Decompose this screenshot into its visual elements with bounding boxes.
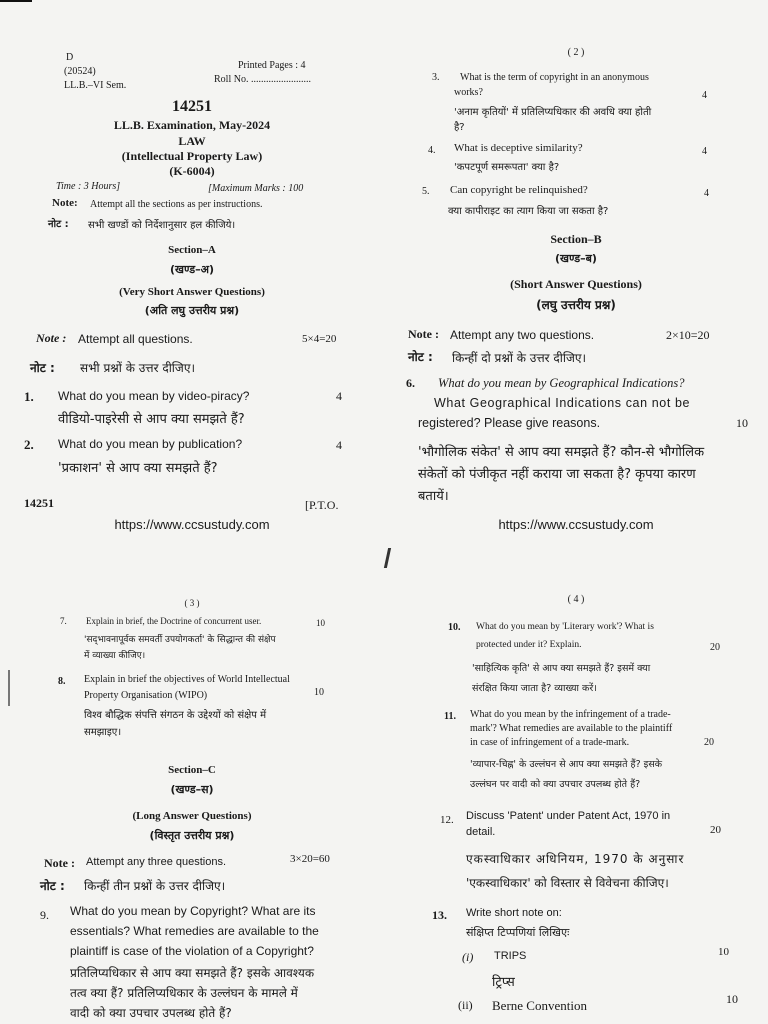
question-number: 2. [24,437,34,452]
question-10-text-hindi: संरक्षित किया जाता है? व्याख्या करें। [472,683,597,694]
question-number: 9. [40,908,49,922]
question-4-text: What is deceptive similarity? [454,142,583,154]
subject: LAW [178,134,206,148]
question-4-marks: 4 [702,146,707,157]
paper-code: (K-6004) [169,164,215,178]
question-1-text-hindi: वीडियो-पाइरेसी से आप क्या समझते हैं? [58,412,245,427]
question-3-text-hindi: 'अनाम कृतियों' में प्रतिलिप्यधिकार की अवधि क्या होती [454,107,652,118]
question-1-text: What do you mean by video-piracy? [58,389,250,403]
section-b-type: (Short Answer Questions) [510,277,642,291]
series-code: D [66,52,74,63]
question-6-text: registered? Please give reasons. [418,416,601,430]
question-2-text: What do you mean by publication? [58,437,243,451]
question-12-text-hindi: 'एकस्वाधिकार' को विस्तार से विवेचना कीजिए। [466,876,669,890]
note-label-hindi: नोट : [48,219,69,230]
section-a-note-label-hindi: नोट : [30,361,55,375]
question-number: 8. [58,676,66,687]
question-12-text: detail. [466,826,496,838]
sub-question-trips: TRIPS [494,950,527,962]
question-11-marks: 20 [704,737,714,748]
sub-question-berne-marks: 10 [726,992,738,1006]
scan-mark [384,548,391,568]
section-b-instruction-hindi: किन्हीं दो प्रश्नों के उत्तर दीजिए। [452,351,587,365]
question-10-text-hindi: 'साहित्यिक कृति' से आप क्या समझते हैं? इसमें क्या [472,663,651,674]
exam-page-3 [0,580,384,1024]
section-b-type-hindi: (लघु उत्तरीय प्रश्न) [536,298,616,312]
page-number: ( 2 ) [567,47,585,58]
page-number: ( 4 ) [567,594,585,605]
question-number: 12. [440,814,454,826]
question-number: 11. [444,711,456,722]
question-7-text-hindi: में व्याख्या कीजिए। [84,651,146,661]
section-b-note-label-hindi: नोट : [408,350,433,364]
question-6-marks: 10 [736,416,748,430]
question-2-text-hindi: 'प्रकाशन' से आप क्या समझते हैं? [58,461,218,476]
sub-question-berne: Berne Convention [492,998,587,1013]
section-c-note-label: Note : [44,856,75,870]
question-9-text-hindi: तत्व क्या हैं? प्रतिलिप्यधिकार के उल्लंघन के मामले में [70,986,298,1000]
section-c-type: (Long Answer Questions) [132,810,252,822]
question-10-text: protected under it? Explain. [476,640,582,650]
question-9-text: What do you mean by Copyright? What are its [70,904,316,918]
sub-question-number: (ii) [458,998,473,1012]
question-5-text: Can copyright be relinquished? [450,184,588,196]
question-11-text: in case of infringement of a trade-mark. [470,737,630,748]
section-c-instruction-hindi: किन्हीं तीन प्रश्नों के उत्तर दीजिए। [84,879,226,893]
general-instruction: Attempt all the sections as per instructions. [90,199,263,210]
section-c-title: Section–C [168,764,216,776]
time-allowed: Time : 3 Hours] [56,181,121,192]
question-10-text: What do you mean by 'Literary work'? What is [476,622,654,632]
question-8-marks: 10 [314,687,324,698]
paper-title: (Intellectual Property Law) [121,149,263,163]
note-label: Note: [52,197,78,209]
question-number: 7. [60,616,67,626]
question-8-text-hindi: विश्व बौद्धिक संपत्ति संगठन के उद्देश्यों को संक्षेप में [84,710,267,721]
question-8-text: Explain in brief the objectives of World Intellectual [84,674,290,685]
question-2-marks: 4 [336,438,342,452]
exam-code: (20524) [64,66,96,77]
question-9-text: plaintiff is case of the violation of a Copyright? [70,944,314,958]
question-12-marks: 20 [710,824,721,836]
question-number: 4. [428,145,436,156]
question-1-marks: 4 [336,389,342,403]
max-marks: [Maximum Marks : 100 [208,183,304,194]
sub-question-trips-marks: 10 [718,946,729,958]
question-7-marks: 10 [316,618,325,628]
question-6-text-hindi: संकेतों को पंजीकृत नहीं कराया जा सकता है? कृपया कारण [418,467,696,482]
exam-page-1 [0,0,384,540]
semester: LL.B.–VI Sem. [64,80,127,91]
question-11-text-hindi: 'व्यापार-चिह्न' के उल्लंघन से आप क्या समझते हैं? इसके [470,759,663,770]
question-3-text-hindi: है? [454,122,465,133]
section-a-instruction: Attempt all questions. [78,332,193,346]
question-6-text: What Geographical Indications can not be [434,396,691,410]
section-a-instruction-hindi: सभी प्रश्नों के उत्तर दीजिए। [80,361,196,375]
question-6-text: What do you mean by Geographical Indications? [438,376,685,390]
question-6-text-hindi: 'भौगोलिक संकेत' से आप क्या समझते हैं? कौन-से भौगोलिक [418,445,705,460]
section-c-marks: 3×20=60 [290,853,330,865]
section-c-type-hindi: (विस्तृत उत्तरीय प्रश्न) [149,829,235,842]
question-number: 13. [432,908,447,922]
general-instruction-hindi: सभी खण्डों को निर्देशानुसार हल कीजिये। [88,220,236,231]
section-a-title-hindi: (खण्ड–अ) [169,263,215,276]
section-c-note-label-hindi: नोट : [40,879,65,893]
question-13-text-hindi: संक्षिप्त टिप्पणियां लिखिएः [466,926,570,939]
question-9-text-hindi: प्रतिलिप्यधिकार से आप क्या समझते हैं? इसके आवश्यक [70,966,315,980]
section-c-instruction: Attempt any three questions. [86,856,227,868]
question-3-marks: 4 [702,90,707,101]
section-b-marks: 2×10=20 [666,328,710,342]
question-number: 10. [448,622,461,633]
question-11-text: mark'? What remedies are available to the plaintiff [470,723,673,734]
question-8-text: Property Organisation (WIPO) [84,690,208,701]
section-a-marks: 5×4=20 [302,333,337,345]
question-8-text-hindi: समझाइए। [84,727,122,738]
section-b-title-hindi: (खण्ड–ब) [555,252,597,265]
question-7-text: Explain in brief, the Doctrine of concurrent user. [86,616,262,626]
question-6-text-hindi: बतायें। [418,489,449,504]
question-number: 5. [422,186,430,197]
question-number: 6. [406,376,415,390]
question-12-text: Discuss 'Patent' under Patent Act, 1970 in [466,810,671,822]
question-5-text-hindi: क्या कापीराइट का त्याग किया जा सकता है? [448,206,609,217]
question-11-text-hindi: उल्लंघन पर वादी को क्या उपचार उपलब्ध होते हैं? [470,779,641,790]
question-3-text: works? [454,87,483,98]
question-9-text: essentials? What remedies are available to the [70,924,319,938]
section-a-type-hindi: (अति लघु उत्तरीय प्रश्न) [144,304,240,317]
watermark-url: https://www.ccsustudy.com [114,517,270,532]
question-number: 3. [432,72,440,83]
sub-question-trips-hindi: ट्रिप्स [492,975,515,990]
section-b-title: Section–B [550,232,602,246]
question-7-text-hindi: 'सद्‌भावनापूर्वक समवर्ती उपयोगकर्ता' के सिद्धान्त की संक्षेप [84,635,276,645]
question-4-text-hindi: 'कपटपूर्ण समरूपता' क्या है? [454,162,560,173]
question-9-text-hindi: वादी को क्या उपचार उपलब्ध होते हैं? [70,1006,232,1020]
question-12-text-hindi: एकस्वाधिकार अधिनियम, 1970 के अनुसार [466,852,685,866]
footer-pto: [P.T.O. [305,498,339,512]
question-10-marks: 20 [710,642,720,653]
exam-title: LL.B. Examination, May-2024 [113,118,271,132]
question-3-text: What is the term of copyright in an anonymous [460,72,649,83]
footer-paper-number: 14251 [24,496,54,510]
sub-question-number: (i) [462,950,474,964]
exam-page-2 [384,0,768,540]
paper-number: 14251 [172,98,212,115]
page-number: ( 3 ) [184,598,200,608]
section-a-type: (Very Short Answer Questions) [119,286,265,298]
section-b-note-label: Note : [408,327,439,341]
question-5-marks: 4 [704,188,709,199]
section-b-instruction: Attempt any two questions. [450,328,595,342]
section-a-note-label: Note : [36,331,67,345]
exam-page-4 [384,580,768,1024]
section-a-title: Section–A [168,244,216,256]
roll-number: Roll No. ........................ [214,74,311,85]
printed-pages: Printed Pages : 4 [238,60,306,71]
question-13-text: Write short note on: [466,907,562,919]
section-c-title-hindi: (खण्ड–स) [170,783,214,796]
question-number: 1. [24,389,34,404]
watermark-url: https://www.ccsustudy.com [498,517,654,532]
question-11-text: What do you mean by the infringement of a trade- [470,709,671,720]
